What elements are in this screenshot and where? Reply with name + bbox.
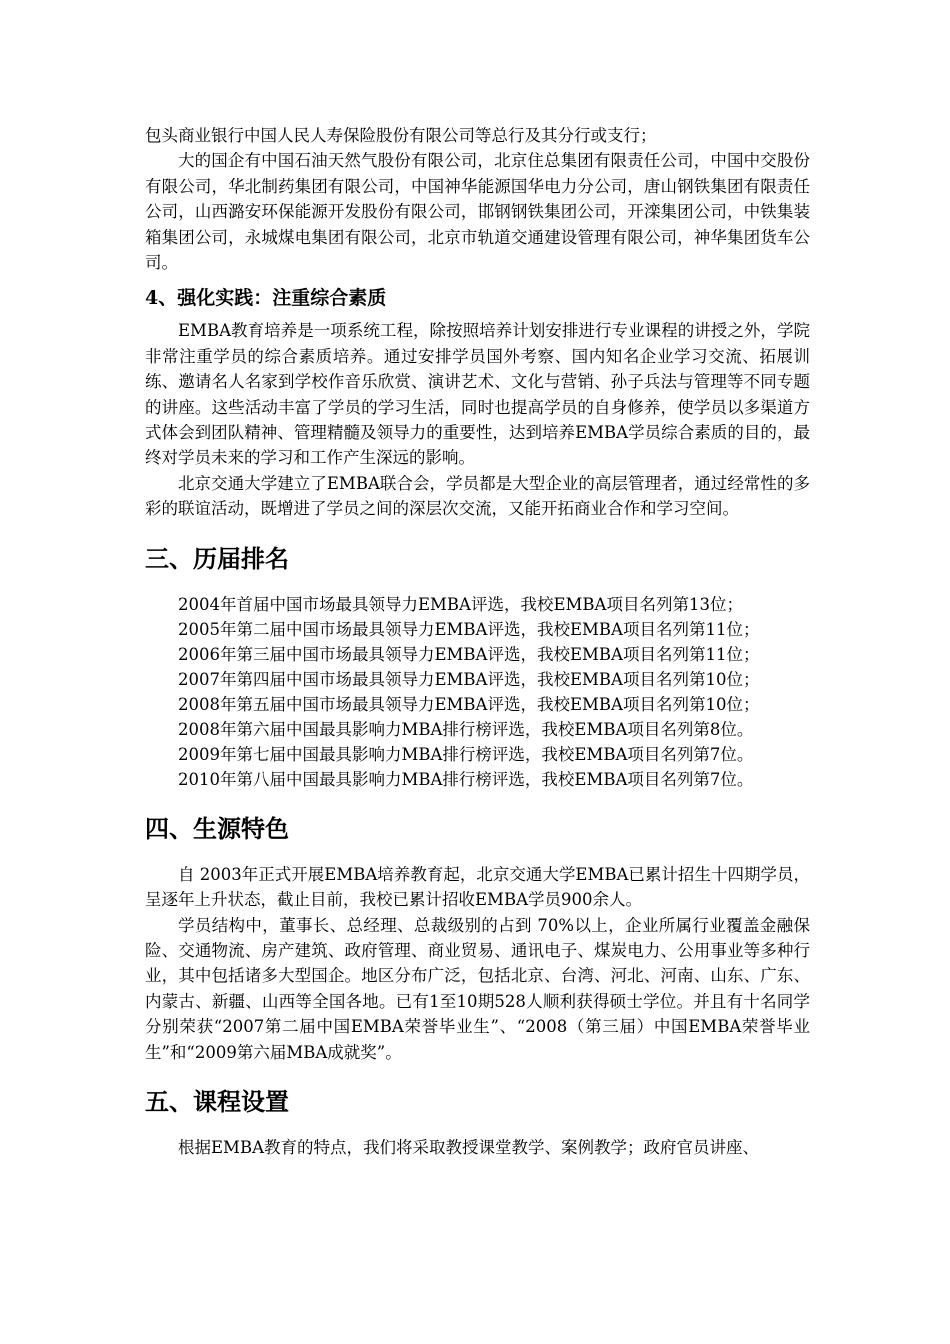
section-heading-courses: 五、课程设置: [145, 1086, 289, 1116]
student-structure-paragraph: 学员结构中，董事长、总经理、总裁级别的占到 70%以上，企业所属行业覆盖金融保险、交通物流、房产建筑、政府管理、商业贸易、通讯电子、煤炭电力、公用事业等多种行业，其中包括诸多大型国企。地区分布广泛，包括北京、台湾、河北、河南、山东、广东、内蒙古、新疆、山西等全国各地。已有1至10期528人顺利获得硕士学位。并且有十名同学分别荣获“2007第二届中国EMBA荣誉毕业生”、“2008（第三届）中国EMBA荣誉毕业生”和“2009第六届MBA成就奖”。: [145, 915, 810, 1062]
practice-paragraph: EMBA教育培养是一项系统工程，除按照培养计划安排进行专业课程的讲授之外，学院非常注重学员的综合素质培养。通过安排学员国外考察、国内知名企业学习交流、拓展训练、邀请名人名家到学校作音乐欣赏、演讲艺术、文化与营销、孙子兵法与管理等不同专题的讲座。这些活动丰富了学员的学习生活，同时也提高学员的自身修养，使学员以多渠道方式体会到团队精神、管理精髓及领导力的重要性，达到培养EMBA学员综合素质的目的，最终对学员未来的学习和工作产生深远的影响。: [145, 321, 810, 468]
ranking-item: 2007年第四届中国市场最具领导力EMBA评选，我校EMBA项目名列第10位；: [178, 669, 760, 689]
bank-list-paragraph: 包头商业银行中国人民人寿保险股份有限公司等总行及其分行或支行；: [145, 126, 657, 145]
ranking-item: 2010年第八届中国最具影响力MBA排行榜评选，我校EMBA项目名列第7位。: [178, 769, 754, 789]
ranking-item: 2005年第二届中国市场最具领导力EMBA评选，我校EMBA项目名列第11位；: [178, 619, 760, 639]
ranking-item: 2006年第三届中国市场最具领导力EMBA评选，我校EMBA项目名列第11位；: [178, 644, 760, 664]
section-heading-practice: 4、强化实践：注重综合素质: [145, 287, 387, 310]
alumni-association-paragraph: 北京交通大学建立了EMBA联合会，学员都是大型企业的高层管理者，通过经常性的多彩的联谊活动，既增进了学员之间的深层次交流，又能开拓商业合作和学习空间。: [145, 473, 810, 519]
enrollment-paragraph: 自 2003年正式开展EMBA培养教育起，北京交通大学EMBA已累计招生十四期学员，呈逐年上升状态，截止目前，我校已累计招收EMBA学员900余人。: [145, 864, 810, 910]
ranking-item: 2008年第六届中国最具影响力MBA排行榜评选，我校EMBA项目名列第8位。: [178, 719, 754, 739]
section-heading-students: 四、生源特色: [145, 813, 289, 843]
page-content: [145, 123, 810, 1160]
ranking-item: 2009年第七届中国最具影响力MBA排行榜评选，我校EMBA项目名列第7位。: [178, 744, 754, 764]
soe-list-paragraph: 大的国企有中国石油天然气股份有限公司，北京住总集团有限责任公司，中国中交股份有限公司，华北制药集团有限公司，中国神华能源国华电力分公司，唐山钢铁集团有限责任公司，山西潞安环保能源开发股份有限公司，邯钢钢铁集团公司，开滦集团公司，中铁集装箱集团公司，永城煤电集团有限公司，北京市轨道交通建设管理有限公司，神华集团货车公司。: [145, 151, 810, 273]
ranking-item: 2004年首届中国市场最具领导力EMBA评选，我校EMBA项目名列第13位；: [178, 594, 743, 614]
rankings-list: [145, 592, 810, 792]
courses-paragraph: 根据EMBA教育的特点，我们将采取教授课堂教学、案例教学；政府官员讲座、: [178, 1137, 759, 1157]
ranking-item: 2008年第五届中国市场最具领导力EMBA评选，我校EMBA项目名列第10位；: [178, 694, 760, 714]
section-heading-rankings: 三、历届排名: [145, 543, 289, 573]
